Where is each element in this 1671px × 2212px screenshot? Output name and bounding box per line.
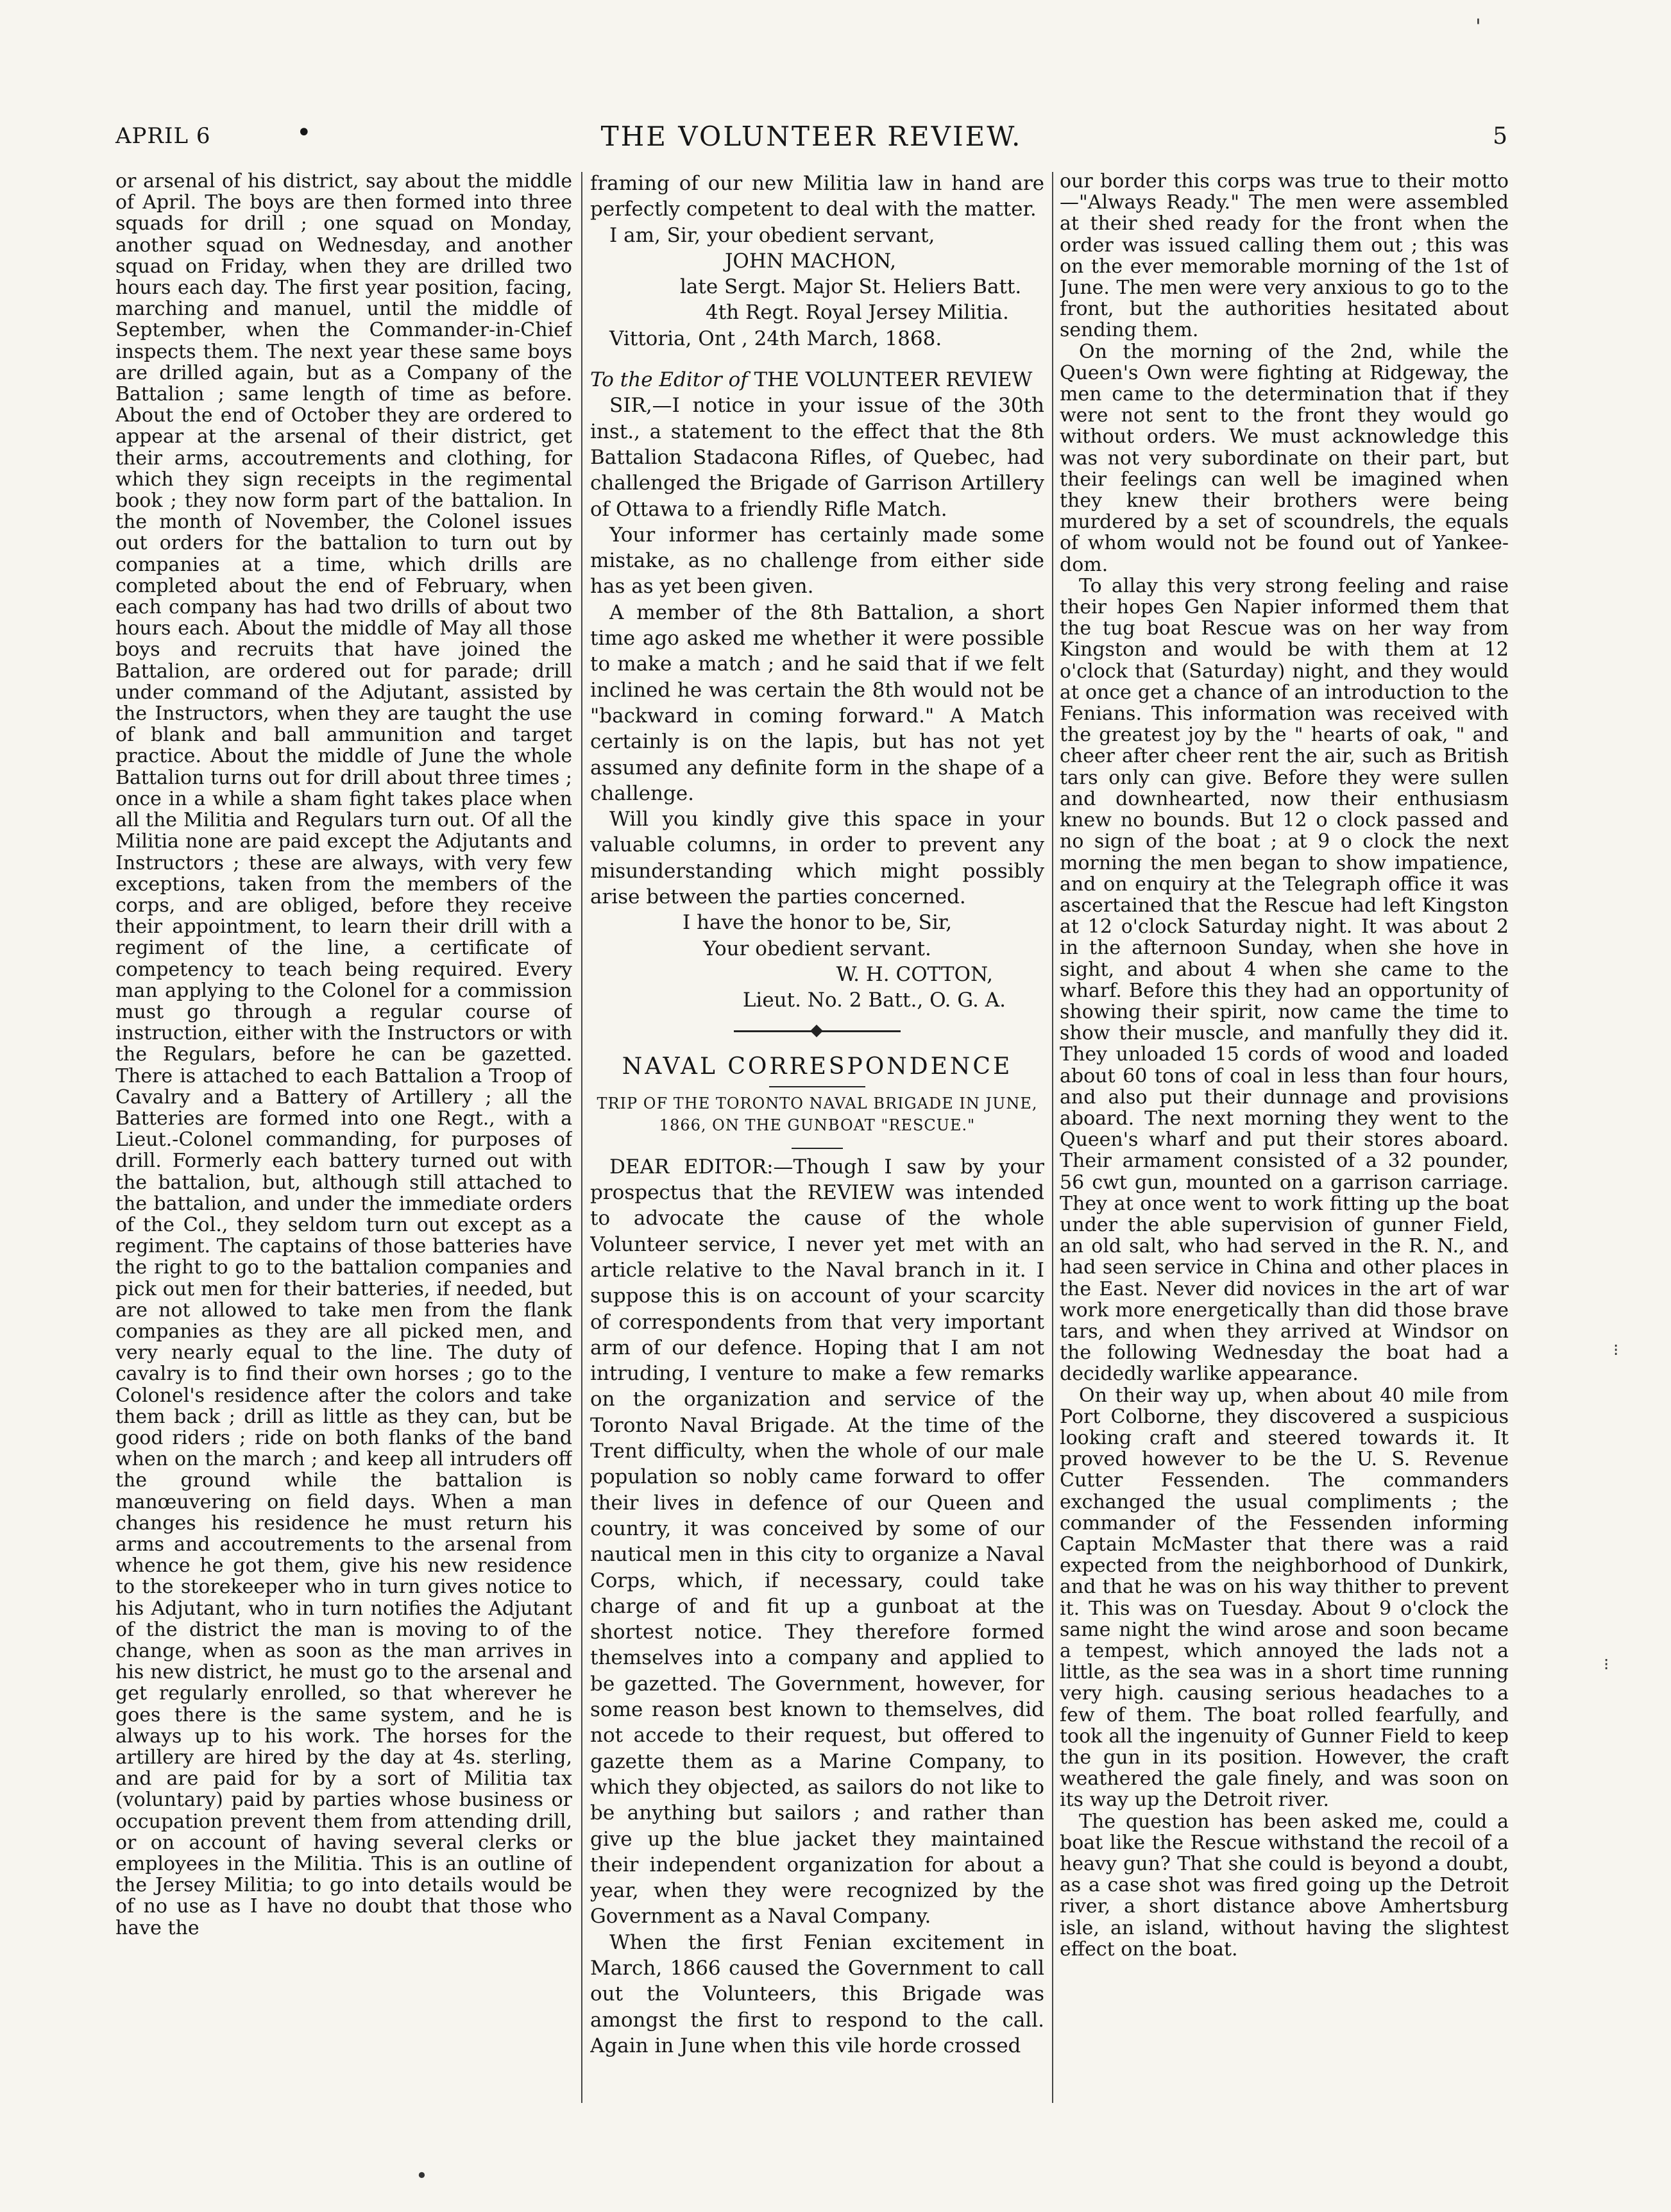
- editor-heading-paper: THE VOLUNTEER REVIEW: [754, 368, 1033, 392]
- editor-heading-prefix: To the Editor of: [590, 368, 748, 392]
- section-short-rule: [769, 1086, 865, 1087]
- naval-paragraph-5: To allay this very strong feeling and raise their hopes Gen Napier informed them that the tug boat Rescue was on her way from Kingston and would be with them at 12 o'clock that (Saturday) night, and they would at once get a chance of an introduction to the Fenians. This information was received with the greatest joy by the " hearts of oak, " and cheer after cheer rent the air, such as British tars only can give. Before they were sullen and downhearted, now their enthusiasm knew no bounds. But 12 o clock passed and no sign of the boat ; at 9 o clock the next morning the men began to show impatience, and on enquiry at the Telegraph office it was ascertained that the Rescue had left Kingston at 12 o'clock Saturday night. It was about 2 in the afternoon Sunday, when she hove in sight, and about 4 when she came to the wharf. Before this they had an opportunity of showing their spirit, now came the time to show their muscle, and manfully they did it. They unloaded 15 cords of wood and loaded about 60 tons of coal in less than four hours, and also put their dunnage and provisions aboard. The next morning they went to the Queen's wharf and put their stores aboard. Their armament consisted of a 32 pounder, 56 cwt gun, mounted on a garrison carriage. They at once went to work fitting up the boat under the able supervision of gunner Field, an old salt, who had served in the R. N., and had seen service in China and other places in the East. Never did novices in the art of war work more energetically than did those brave tars, and when they arrived at Windsor on the following Wednesday the boat had a decidedly warlike appearance.: [1060, 574, 1509, 1386]
- page-number: 5: [1493, 123, 1507, 149]
- letter2-paragraph-3: A member of the 8th Battalion, a short time ago asked me whether it were possible to make a match ; and he said that if we felt inclined he was certain the 8th would not be "backward in coming forward." A Match certainly is on the lapis, but has not yet assumed any definite form in the shape of a challenge.: [590, 600, 1044, 805]
- scan-speck: ⁝: [1613, 1341, 1619, 1360]
- naval-paragraph-1: DEAR EDITOR:—Though I saw by your prospectus that the REVIEW was intended to advocate the cause of the whole Volunteer service, I never yet met with an article relative to the Naval branch in it. I suppose this is on account of your scarcity of correspondents from that very important arm of our defence. Hoping that I am not intruding, I venture to make a few remarks on the organization and service of the Toronto Naval Brigade. At the time of the Trent difficulty, when the whole of our male population so nobly came forward to offer their lives in defence of our Queen and country, it was conceived by some of our nautical men in this city to organize a Naval Corps, which, if necessary, could take charge of and fit up a gunboat at the shortest notice. They therefore formed themselves into a company and applied to be gazetted. The Government, however, for some reason best known to themselves, did not accede to their request, but offered to gazette them as a Marine Company, to which they objected, as sailors do not like to be anything but sailors ; and rather than give up the blue jacket they maintained their independent organization for about a year, when they were recognized by the Government as a Naval Company.: [590, 1155, 1044, 1928]
- letter1-signature-name: JOHN MACHON,: [725, 249, 897, 273]
- letter1-signature-line2: 4th Regt. Royal Jersey Militia.: [706, 301, 1009, 325]
- letter2-signature-name: W. H. COTTON,: [836, 962, 993, 986]
- scan-speck: •: [416, 2163, 428, 2188]
- letter2-paragraph-4: Will you kindly give this space in your valuable columns, in order to prevent any misunderstanding which might possibly arise between the parties concerned.: [590, 808, 1044, 909]
- header-date: APRIL 6: [115, 123, 211, 149]
- column-3: [1060, 171, 1509, 2102]
- section-subtitle-line1: TRIP OF THE TORONTO NAVAL BRIGADE IN JUNE,: [597, 1094, 1038, 1112]
- letter2-closing-2: Your obedient servant.: [703, 937, 931, 960]
- letter1-place-date: Vittoria, Ont , 24th March, 1868.: [609, 327, 942, 350]
- section-subtitle: [590, 1093, 1044, 1136]
- naval-paragraph-6: On their way up, when about 40 mile from Port Colborne, they discovered a suspicious looking craft and steered towards it. It proved however to be the U. S. Revenue Cutter Fessenden. The commanders exchanged the usual compliments ; the commander of the Fessenden informing Captain McMaster that there was a raid expected from the neighborhood of Dunkirk, and that he was on his way thither to prevent it. This was on Tuesday. About 9 o'clock the same night the wind arose and soon became a tempest, which annoyed the lads not a little, as the sea was in a short time running very high. causing serious headaches to a few of them. The boat rolled fearfully, and took all the ingenuity of Gunner Field to keep the gun in its position. However, the craft weathered the gale finely, and was soon on its way up the Detroit river.: [1060, 1384, 1509, 1812]
- jersey-militia-paragraph: or arsenal of his district, say about the middle of April. The boys are then formed into three squads for drill ; one squad on Monday, another squad on Wednesday, and another squad on Friday, when they are drilled two hours each day. The first year position, facing, marching and manuel, until the middle of September, when the Commander-in-Chief inspects them. The next year these same boys are drilled again, but as a Company of the Battalion ; same length of time as before. About the end of October they are ordered to appear at the arsenal of their district, get their arms, accoutrements and clothing, for which they sign receipts in the regimental book ; they now form part of the battalion. In the month of November, the Colonel issues out orders for the battalion to turn out by companies at a time, which drills are completed about the end of February, when each company has had two drills of about two hours each. About the middle of May all those boys and recruits that have joined the Battalion, are ordered out for parade; drill under command of the Adjutant, assisted by the Instructors, when they are taught the use of blank and ball ammunition and target practice. About the middle of June the whole Battalion turns out for drill about three times ; once in a while a sham fight takes place when all the Militia and Regulars turn out. Of all the Militia none are paid except the Adjutants and Instructors ; these are always, with very few exceptions, taken from the members of the corps, and are obliged, before they receive their appointment, to learn their drill with a regiment of the line, a certificate of competency to teach being required. Every man applying to the Colonel for a commission must go through a regular course of instruction, either with the Instructors or with the Regulars, before he can be gazetted. There is attached to each Battalion a Troop of Cavalry and a Battery of Artillery ; all the Batteries are formed into one Regt., with a Lieut.-Colonel commanding, for purposes of drill. Formerly each battery turned out with the battalion, but, although still attached to the battalion, and under the immediate orders of the Col., they seldom turn out except as a regiment. The captains of those batteries have the right to go to the battalion companies and pick out men for their batteries, if needed, but are not allowed to take men from the flank companies as they are all picked men, and very nearly equal to the line. The duty of cavalry is to find their own horses ; go to the Colonel's residence after the colors and take them back ; drill as little as they can, but be good riders ; ride on both flanks of the band when on the march ; and keep all intruders off the ground while the battalion is manœuvering on field days. When a man changes his residence he must return his arms and accoutrements to the arsenal from whence he got them, give his new residence to the storekeeper who in turn gives notice to his Adjutant, who in turn notifies the Adjutant of the district the man is moving to of the change, when as soon as the man arrives in his new district, he must go to the arsenal and get regularly enrolled, so that wherever he goes there is the same system, and he is always up to his work. The horses for the artillery are hired by the day at 4s. sterling, and are paid for by a sort of Militia tax (voluntary) paid by parties whose business or occupation prevent them from attending drill, or on account of having several clerks or employees in the Militia. This is an outline of the Jersey Militia; to go into details would be of no use as I have no doubt that those who have the: [115, 171, 572, 1939]
- section-subtitle-line2: 1866, ON THE GUNBOAT "RESCUE.": [659, 1116, 976, 1134]
- column-2: [590, 171, 1044, 2102]
- page-header: [115, 118, 1507, 168]
- editor-heading: [590, 367, 1044, 393]
- letter2-closing: I have the honor to be, Sir,: [682, 911, 953, 935]
- section-short-rule-2: [792, 1148, 843, 1149]
- naval-paragraph-7: The question has been asked me, could a boat like the Rescue withstand the recoil of a heavy gun? That she could is beyond a doubt, as a case shot was fired going up the Detroit river, a short distance above Amhertsburg isle, an island, without having the slightest effect on the boat.: [1060, 1810, 1509, 1961]
- header-dot: •: [296, 118, 312, 148]
- section-title: NAVAL CORRESPONDENCE: [622, 1053, 1013, 1080]
- scan-speck: ⁝: [1604, 1655, 1609, 1674]
- letter1-signature-line1: late Sergt. Major St. Heliers Batt.: [680, 275, 1022, 299]
- column-rule-2: [1052, 172, 1053, 2103]
- section-ornament-rule: [734, 1030, 901, 1032]
- naval-paragraph-3: our border this corps was true to their motto—"Always Ready." The men were assembled at their shed ready for the front when the order was issued calling them out ; this was on the ever memorable morning of the 1st of June. The men were very anxious to go to the front, but the authorities hesitated about sending them.: [1060, 171, 1509, 342]
- newspaper-title: THE VOLUNTEER REVIEW.: [600, 121, 1022, 152]
- column-rule-1: [581, 172, 582, 2103]
- letter1-closing: I am, Sir, your obedient servant,: [609, 223, 935, 247]
- column-1: [115, 171, 572, 2102]
- letter2-paragraph-1: SIR,—I notice in your issue of the 30th inst., a statement to the effect that the 8th Battalion Stadacona Rifles, of Quebec, had challenged the Brigade of Garrison Artillery of Ottawa to a friendly Rifle Match.: [590, 394, 1044, 521]
- letter1-end-paragraph: framing of our new Militia law in hand are perfectly competent to deal with the matter.: [590, 172, 1044, 221]
- naval-paragraph-2: When the first Fenian excitement in March, 1866 caused the Government to call out the Volunteers, this Brigade was amongst the first to respond to the call. Again in June when this vile horde crossed: [590, 1930, 1044, 2057]
- naval-paragraph-4: On the morning of the 2nd, while the Queen's Own were fighting at Ridgeway, the men came to the determination that if they were not sent to the front they would go without orders. We must acknowledge this was not very subordinate on their part, but their feelings can well be imagined when they knew their brothers were being murdered by a set of scoundrels, the equals of whom would not be found out of Yankee-dom.: [1060, 340, 1509, 576]
- letter2-paragraph-2: Your informer has certainly made some mistake, as no challenge from either side has as yet been given.: [590, 523, 1044, 599]
- letter2-signature-rank: Lieut. No. 2 Batt., O. G. A.: [742, 989, 1006, 1012]
- scan-speck: ': [1475, 14, 1481, 38]
